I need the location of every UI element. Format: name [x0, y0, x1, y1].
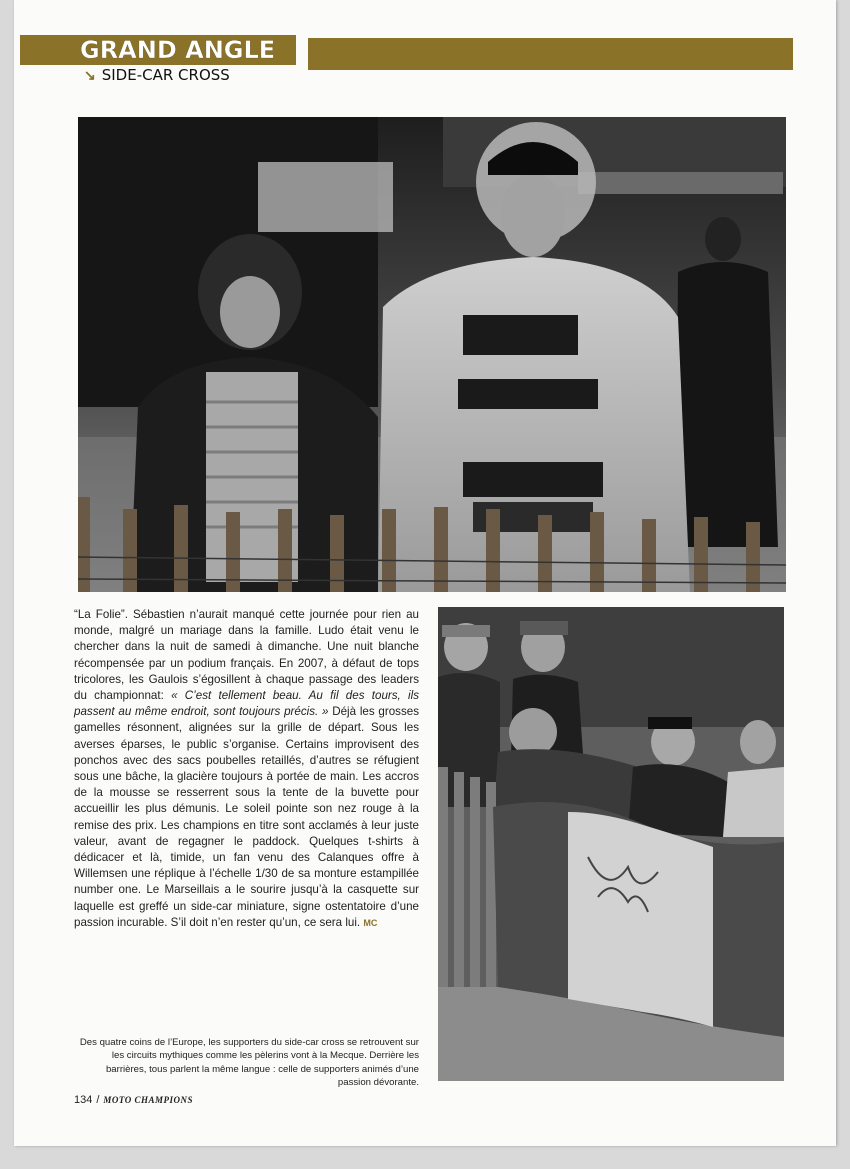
article-paragraph — [74, 607, 419, 931]
magazine-page — [14, 0, 836, 1146]
page-footer — [74, 1094, 193, 1106]
side-photo — [438, 607, 784, 1081]
couple-at-fence-photo — [78, 117, 786, 592]
fans-with-flag-photo — [438, 607, 784, 1081]
footer-separator: / — [96, 1094, 100, 1106]
subsection-heading — [84, 66, 230, 84]
photo-caption: Des quatre coins de l’Europe, les supporters du side-car cross se retrouvent sur les circuits mythiques comme les pèlerins vont à la Mecque. Derrière les barrières, tous parlent la même langue : celle de supporters animés d’une passion dévorante. — [79, 1037, 419, 1089]
section-banner-bar — [308, 38, 793, 70]
article-text-part-1: “La Folie”. Sébastien n’aurait manqué cette journée pour rien au monde, malgré un mariage dans la famille. Ludo était venu le chercher dans la nuit de samedi à dimanche. Une nuit blanche récompensée par un podium français. En 2007, à défaut de tops tricolores, les Gaulois s’égosillent à chaque passage des leaders du championnat: — [74, 608, 419, 703]
page-number: 134 — [74, 1094, 93, 1106]
end-mark: MC — [363, 917, 378, 928]
arrow-down-right-icon: ↘ — [84, 66, 96, 83]
article-text-part-2: Déjà les grosses gamelles résonnent, alignées sur la grille de départ. Sous les averses éparses, le public s’organise. Certains improvisent des ponchos avec des sacs poubelles retaillés, d’autres se réfugient sous une bâche, la glacière toujours à portée de main. Les accros de la mousse se resserrent sous la tente de la buvette pour accueillir les plus démunis. Le soleil pointe son nez rouge à la remise des prix. Les champions en titre sont acclamés à leur juste valeur, avant de regagner le paddock. Quelques t-shirts à dédicacer et là, timide, un fan venu des Calanques offre à Willemsen une réplique à l’échelle 1/30 de sa monture estampillée number one. Le Marseillais a le sourire jusqu’à la casquette sur laquelle est greffé un side-car miniature, signe ostentatoire d’une passion incurable. S’il doit n’en rester qu’un, ce sera lui. — [74, 705, 419, 929]
article-quote: « C’est tellement beau. Au fil des tours, ils passent au même endroit, sont toujours précis. » — [74, 689, 419, 719]
section-title: GRAND ANGLE — [80, 36, 276, 64]
subsection-title: SIDE-CAR CROSS — [101, 66, 230, 84]
magazine-name: MOTO CHAMPIONS — [103, 1095, 194, 1105]
article-body — [74, 607, 419, 931]
section-banner — [20, 35, 296, 65]
main-photo — [78, 117, 786, 592]
